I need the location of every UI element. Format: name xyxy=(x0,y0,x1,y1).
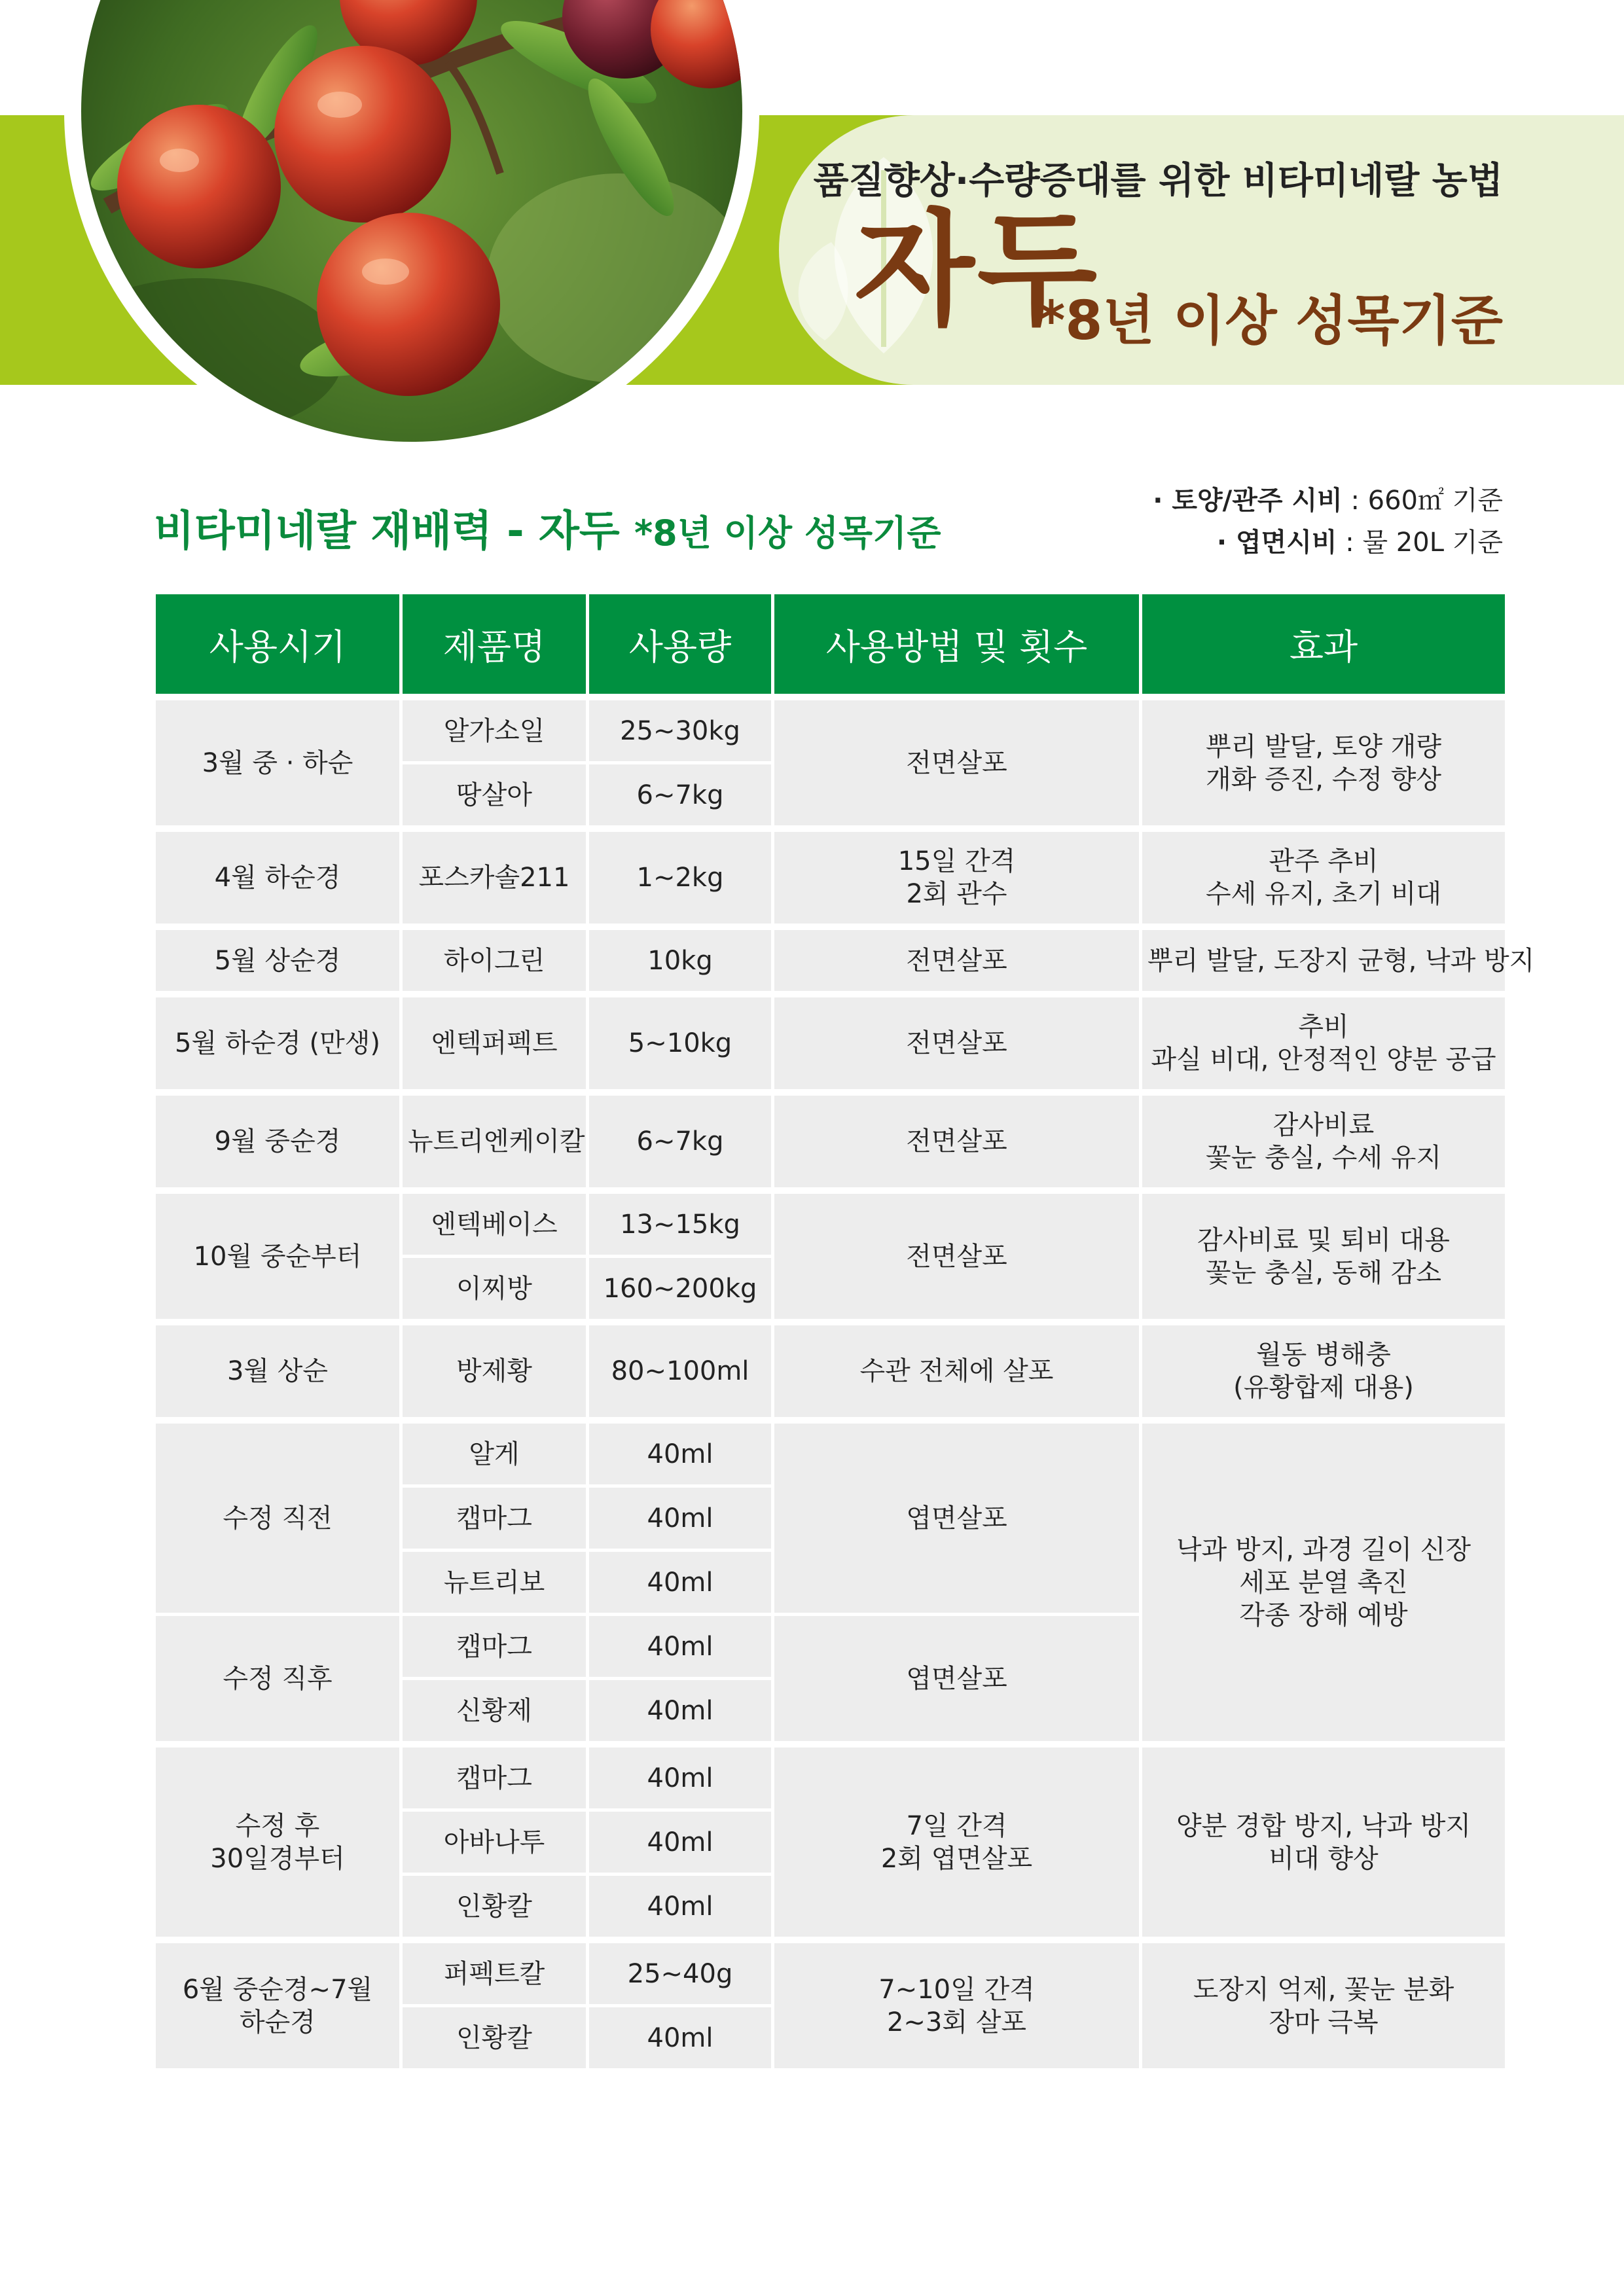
amount-cell: 5~10kg xyxy=(588,994,773,1092)
product-cell: 방제황 xyxy=(401,1322,588,1420)
product-cell: 신황제 xyxy=(401,1679,588,1745)
effect-line: 장마 극복 xyxy=(1269,2007,1379,2037)
period-cell: 10월 중순부터 xyxy=(154,1191,401,1322)
amount-cell: 13~15kg xyxy=(588,1191,773,1257)
product-cell: 알게 xyxy=(401,1420,588,1486)
table-row xyxy=(154,1940,1507,2006)
period-cell xyxy=(154,1744,401,1940)
period-cell xyxy=(154,1940,401,2070)
period-cell: 9월 중순경 xyxy=(154,1092,401,1191)
period-cell: 3월 중 · 하순 xyxy=(154,697,401,829)
method-cell: 전면살포 xyxy=(773,994,1141,1092)
foliar-application-line xyxy=(1153,522,1503,564)
section-title xyxy=(154,497,941,558)
period-cell: 4월 하순경 xyxy=(154,829,401,927)
product-cell: 이찌방 xyxy=(401,1257,588,1323)
method-cell: 수관 전체에 살포 xyxy=(773,1322,1141,1420)
amount-cell: 40ml xyxy=(588,1744,773,1810)
table-row xyxy=(154,927,1507,994)
effect-cell xyxy=(1141,697,1507,829)
effect-line: 양분 경합 방지, 낙과 방지 xyxy=(1176,1810,1471,1841)
table-row xyxy=(154,829,1507,927)
effect-line: 뿌리 발달, 토양 개량 xyxy=(1206,731,1441,762)
effect-cell xyxy=(1141,1191,1507,1322)
period-line: 수정 후 xyxy=(235,1810,320,1841)
effect-line: 수세 유지, 초기 비대 xyxy=(1206,879,1441,909)
method-cell: 엽면살포 xyxy=(773,1615,1141,1745)
product-cell: 엔텍베이스 xyxy=(401,1191,588,1257)
section-title-text: 비타미네랄 재배력 - 자두 xyxy=(154,507,620,556)
table-row xyxy=(154,697,1507,763)
product-cell: 인황칼 xyxy=(401,2006,588,2070)
period-cell: 수정 직후 xyxy=(154,1615,401,1745)
table-header-row xyxy=(154,593,1507,698)
header-product: 제품명 xyxy=(401,593,588,698)
table-row xyxy=(154,1191,1507,1257)
schedule-table xyxy=(153,591,1535,2072)
amount-cell: 6~7kg xyxy=(588,1092,773,1191)
page-subtitle: 품질향상·수량증대를 위한 비타미네랄 농법 xyxy=(813,160,1503,202)
product-cell: 뉴트리엔케이칼 xyxy=(401,1092,588,1191)
effect-line: 꽃눈 충실, 수세 유지 xyxy=(1206,1143,1441,1173)
product-cell: 포스카솔211 xyxy=(401,829,588,927)
effect-cell xyxy=(1141,1744,1507,1940)
method-line: 2회 엽면살포 xyxy=(880,1843,1033,1874)
effect-line: 관주 추비 xyxy=(1269,846,1379,876)
method-cell: 전면살포 xyxy=(773,1092,1141,1191)
effect-line: 각종 장해 예방 xyxy=(1239,1600,1408,1630)
page-title: 자두 xyxy=(854,198,1100,342)
effect-cell: 뿌리 발달, 도장지 균형, 낙과 방지 xyxy=(1141,927,1507,994)
effect-cell xyxy=(1141,1322,1507,1420)
table-row xyxy=(154,994,1507,1092)
period-line: 30일경부터 xyxy=(210,1843,345,1874)
effect-cell xyxy=(1141,1092,1507,1191)
period-line: 6월 중순경~7월 xyxy=(182,1974,373,2005)
amount-cell: 40ml xyxy=(588,1615,773,1679)
effect-line: 과실 비대, 안정적인 양분 공급 xyxy=(1151,1045,1496,1075)
effect-line: 감사비료 xyxy=(1272,1110,1375,1140)
amount-cell: 40ml xyxy=(588,2006,773,2070)
method-cell: 전면살포 xyxy=(773,927,1141,994)
effect-line: 월동 병해충 xyxy=(1256,1340,1391,1370)
amount-cell: 40ml xyxy=(588,1486,773,1551)
amount-cell: 6~7kg xyxy=(588,763,773,829)
product-cell: 캡마그 xyxy=(401,1615,588,1679)
table-row xyxy=(154,1092,1507,1191)
method-line: 15일 간격 xyxy=(897,846,1016,876)
product-cell: 땅살아 xyxy=(401,763,588,829)
amount-cell: 160~200kg xyxy=(588,1257,773,1323)
amount-cell: 1~2kg xyxy=(588,829,773,927)
method-cell xyxy=(773,829,1141,927)
effect-line: 도장지 억제, 꽃눈 분화 xyxy=(1193,1974,1454,2005)
product-cell: 인황칼 xyxy=(401,1874,588,1941)
amount-cell: 40ml xyxy=(588,1679,773,1745)
table-row xyxy=(154,1322,1507,1420)
header-period: 사용시기 xyxy=(154,593,401,698)
soil-application-line xyxy=(1153,480,1503,522)
method-line: 2~3회 살포 xyxy=(886,2007,1027,2037)
product-cell: 아바나투 xyxy=(401,1810,588,1874)
product-cell: 캡마그 xyxy=(401,1486,588,1551)
table-row xyxy=(154,1744,1507,1810)
effect-cell xyxy=(1141,829,1507,927)
effect-line: 비대 향상 xyxy=(1269,1843,1379,1874)
table-row xyxy=(154,1420,1507,1486)
effect-line: 세포 분열 촉진 xyxy=(1239,1567,1408,1598)
effect-cell xyxy=(1141,994,1507,1092)
effect-line: 추비 xyxy=(1298,1012,1349,1042)
amount-cell: 10kg xyxy=(588,927,773,994)
section-title-note: *8년 이상 성목기준 xyxy=(634,512,941,554)
product-cell: 캡마그 xyxy=(401,1744,588,1810)
header-amount: 사용량 xyxy=(588,593,773,698)
soil-label: · 토양/관주 시비 xyxy=(1153,486,1343,516)
effect-line: 꽃눈 충실, 동해 감소 xyxy=(1206,1257,1441,1288)
product-cell: 퍼펙트칼 xyxy=(401,1940,588,2006)
method-line: 7~10일 간격 xyxy=(878,1974,1035,2005)
amount-cell: 40ml xyxy=(588,1420,773,1486)
amount-cell: 40ml xyxy=(588,1874,773,1941)
period-line: 하순경 xyxy=(240,2007,316,2037)
product-cell: 뉴트리보 xyxy=(401,1551,588,1615)
product-cell: 엔텍퍼펙트 xyxy=(401,994,588,1092)
effect-line: (유황합제 대용) xyxy=(1233,1372,1414,1403)
amount-cell: 40ml xyxy=(588,1810,773,1874)
amount-cell: 25~40g xyxy=(588,1940,773,2006)
soil-value: : 660㎡ 기준 xyxy=(1342,486,1503,516)
amount-cell: 40ml xyxy=(588,1551,773,1615)
product-cell: 하이그린 xyxy=(401,927,588,994)
method-line: 7일 간격 xyxy=(906,1810,1007,1841)
amount-cell: 80~100ml xyxy=(588,1322,773,1420)
period-cell: 수정 직전 xyxy=(154,1420,401,1615)
method-cell: 엽면살포 xyxy=(773,1420,1141,1615)
effect-line: 개화 증진, 수정 향상 xyxy=(1206,764,1441,795)
method-cell: 전면살포 xyxy=(773,1191,1141,1322)
title-note: *8년 이상 성목기준 xyxy=(1037,290,1503,352)
header-effect: 효과 xyxy=(1141,593,1507,698)
foliar-value: : 물 20L 기준 xyxy=(1337,528,1503,558)
amount-cell: 25~30kg xyxy=(588,697,773,763)
method-cell xyxy=(773,1940,1141,2070)
header-method: 사용방법 및 횟수 xyxy=(773,593,1141,698)
product-cell: 알가소일 xyxy=(401,697,588,763)
effect-cell xyxy=(1141,1420,1507,1744)
foliar-label: · 엽면시비 xyxy=(1216,528,1337,558)
period-cell: 5월 상순경 xyxy=(154,927,401,994)
effect-cell xyxy=(1141,1940,1507,2070)
effect-line: 낙과 방지, 과경 길이 신장 xyxy=(1176,1534,1471,1565)
period-cell: 3월 상순 xyxy=(154,1322,401,1420)
method-cell: 전면살포 xyxy=(773,697,1141,829)
effect-line: 감사비료 및 퇴비 대용 xyxy=(1197,1225,1450,1255)
application-info xyxy=(1153,480,1503,564)
method-cell xyxy=(773,1744,1141,1940)
period-cell: 5월 하순경 (만생) xyxy=(154,994,401,1092)
method-line: 2회 관수 xyxy=(906,879,1007,909)
